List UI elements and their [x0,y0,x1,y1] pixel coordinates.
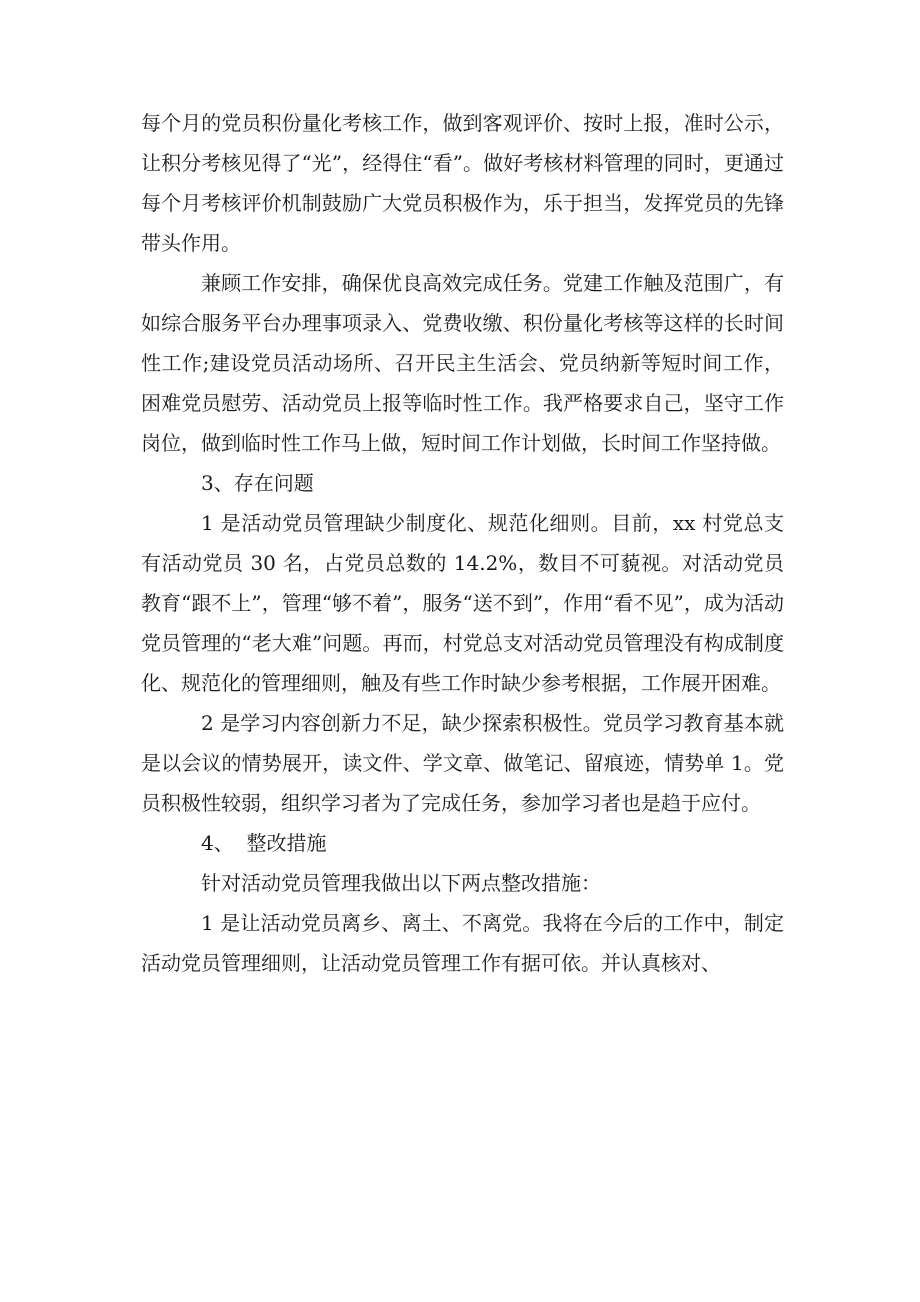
paragraph-measures-intro: 针对活动党员管理我做出以下两点整改措施： [201,871,601,895]
section-heading-4: 4、 整改措施 [201,831,327,855]
paragraph-measure-1: 1 是让活动党员离乡、离土、不离党。我将在今后的工作中，制定活动党员管理细则，让活动党员管理工作有据可依。并认真核对、 [141,911,784,975]
section-heading-3: 3、存在问题 [201,471,314,495]
paragraph-problem-1: 1 是活动党员管理缺少制度化、规范化细则。目前，xx 村党总支有活动党员 30 名，占党员总数的 14.2%，数目不可藐视。对活动党员教育“跟不上”，管理“够不着”，服务“送不到”，作用“看不见”，成为活动党员管理的“老大难”问题。再而，村党总支对活动党员管理没有构成制度化、规范化的管理细则，触及有些工作时缺少参考根据，工作展开困难。 [141,511,784,695]
paragraph-1: 每个月的党员积份量化考核工作，做到客观评价、按时上报，准时公示，让积分考核见得了“光”，经得住“看”。做好考核材料管理的同时，更通过每个月考核评价机制鼓励广大党员积极作为，乐于担当，发挥党员的先锋带头作用。 [141,111,784,255]
paragraph-problem-2: 2 是学习内容创新力不足，缺少探索积极性。党员学习教育基本就是以会议的情势展开，读文件、学文章、做笔记、留痕迹，情势单 1。党员积极性较弱，组织学习者为了完成任务，参加学习者也是趋于应付。 [141,711,784,815]
document-body [141,103,784,983]
paragraph-2: 兼顾工作安排，确保优良高效完成任务。党建工作触及范围广，有如综合服务平台办理事项录入、党费收缴、积份量化考核等这样的长时间性工作;建设党员活动场所、召开民主生活会、党员纳新等短时间工作，困难党员慰劳、活动党员上报等临时性工作。我严格要求自己，坚守工作岗位，做到临时性工作马上做，短时间工作计划做，长时间工作坚持做。 [141,271,784,455]
